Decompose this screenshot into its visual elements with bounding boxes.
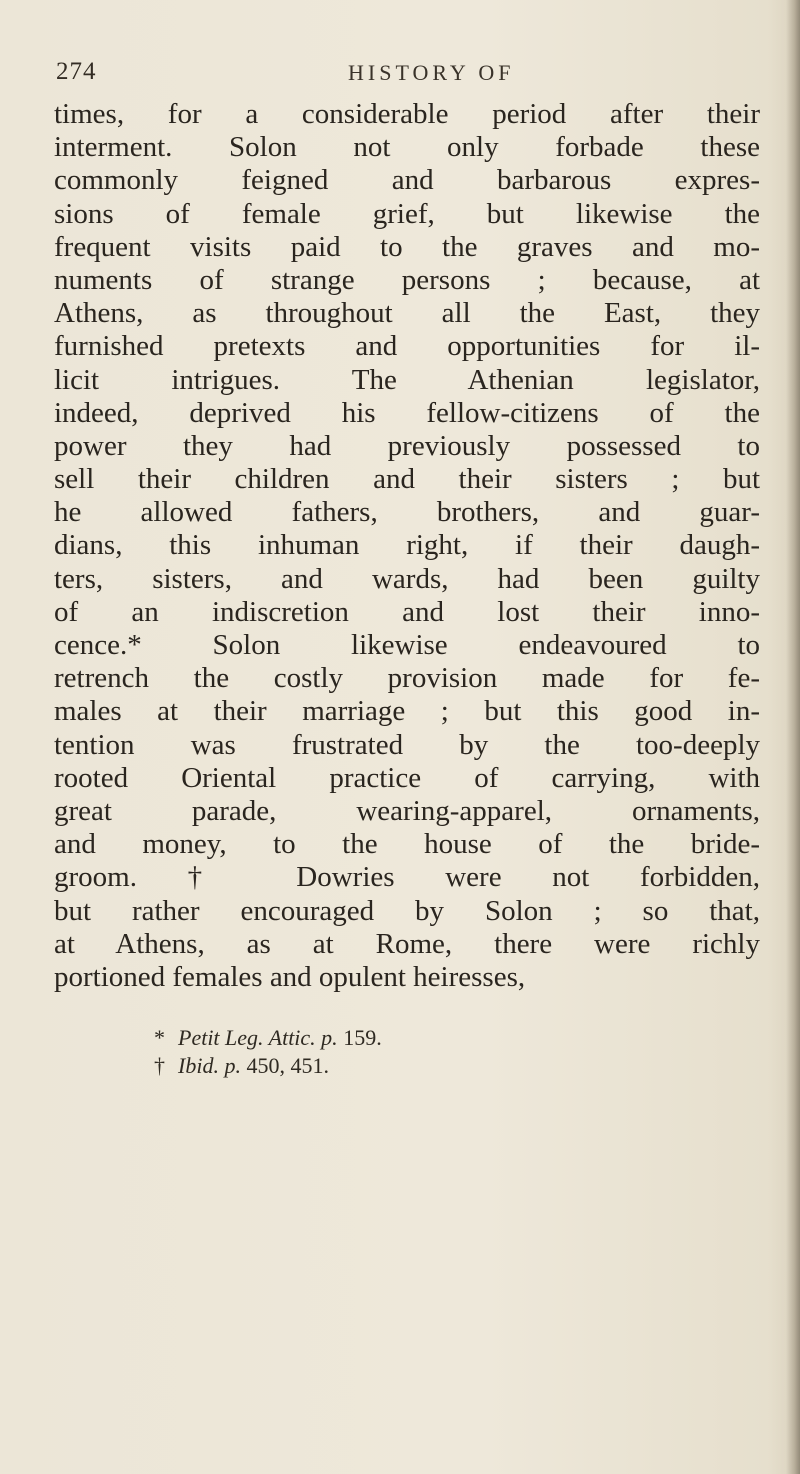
- text-line: and money, to the house of the bride-: [54, 828, 760, 861]
- text-line: Athens, as throughout all the East, they: [54, 297, 760, 330]
- footnote-source: Ibid. p.: [178, 1053, 241, 1078]
- text-line: but rather encouraged by Solon ; so that,: [54, 894, 760, 927]
- text-line: ters, sisters, and wards, had been guilty: [54, 562, 760, 595]
- running-head: HISTORY OF: [348, 60, 515, 85]
- text-line: power they had previously possessed to: [54, 429, 760, 462]
- text-line: interment. Solon not only forbade these: [54, 131, 760, 164]
- text-line: groom. † Dowries were not forbidden,: [54, 861, 760, 894]
- text-line: indeed, deprived his fellow-citizens of the: [54, 396, 760, 429]
- footnote-mark: *: [154, 1025, 165, 1050]
- text-line: rooted Oriental practice of carrying, with: [54, 761, 760, 794]
- body-text: [54, 98, 760, 994]
- footnote-mark: †: [154, 1053, 165, 1078]
- footnote: [154, 1052, 654, 1080]
- page-number: 274: [56, 58, 97, 85]
- text-line: numents of strange persons ; because, at: [54, 263, 760, 296]
- text-line: licit intrigues. The Athenian legislator,: [54, 363, 760, 396]
- footnote: [154, 1024, 654, 1052]
- text-line: portioned females and opulent heiresses,: [54, 960, 526, 993]
- text-line: sell their children and their sisters ; but: [54, 463, 760, 496]
- text-line: great parade, wearing-apparel, ornaments,: [54, 794, 760, 827]
- footnote-pages: 159.: [343, 1025, 382, 1050]
- footnote-pages: 450, 451.: [246, 1053, 329, 1078]
- text-line: sions of female grief, but likewise the: [54, 197, 760, 230]
- text-line: of an indiscretion and lost their inno-: [54, 595, 760, 628]
- text-line: he allowed fathers, brothers, and guar-: [54, 496, 760, 529]
- page-header: [56, 58, 746, 98]
- page-edge-shadow: [786, 0, 800, 1474]
- text-line: furnished pretexts and opportunities for il-: [54, 330, 760, 363]
- text-line: cence.* Solon likewise endeavoured to: [54, 629, 760, 661]
- footnote-source: Petit Leg. Attic. p.: [178, 1025, 338, 1050]
- text-line: times, for a considerable period after their: [54, 98, 760, 130]
- text-line: males at their marriage ; but this good in-: [54, 695, 760, 728]
- text-line: frequent visits paid to the graves and mo-: [54, 230, 760, 263]
- text-line: at Athens, as at Rome, there were richly: [54, 927, 760, 960]
- text-line: commonly feigned and barbarous expres-: [54, 164, 760, 197]
- text-line: dians, this inhuman right, if their daugh-: [54, 529, 760, 562]
- text-line: tention was frustrated by the too-deeply: [54, 728, 760, 761]
- footnotes: [154, 1024, 654, 1080]
- text-line: retrench the costly provision made for fe-: [54, 662, 760, 695]
